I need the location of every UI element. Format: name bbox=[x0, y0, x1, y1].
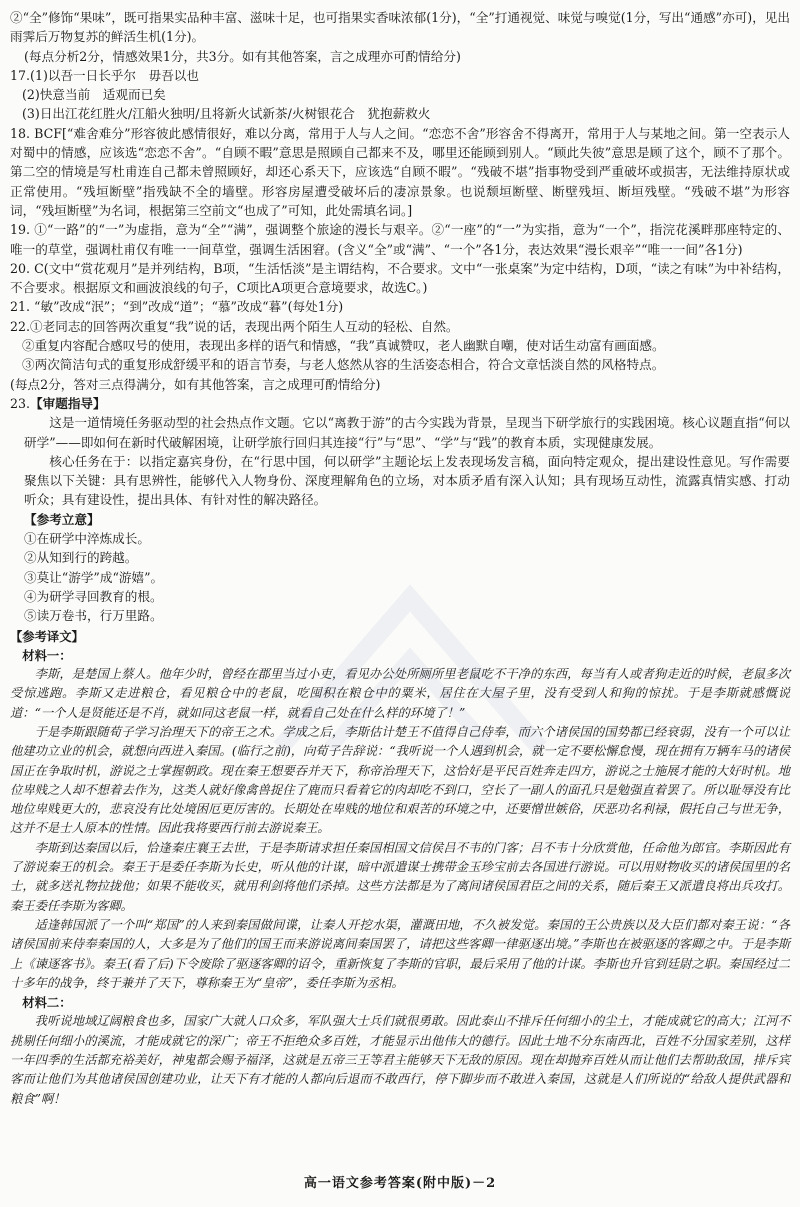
q17-number: 17. bbox=[10, 67, 31, 83]
q22-block bbox=[10, 317, 790, 394]
material-1-para-2: 于是李斯跟随荀子学习治理天下的帝王之术。学成之后，李斯估计楚王不值得自己侍奉，而六个诸侯国的国势都已经衰弱，没有一个可以让他建功立业的机会，就想向西进入秦国。(临行之前)，向荀子告辞说：“我听说一个人遇到机会，就一定不要松懈怠慢，现在拥有万辆车马的诸侯国正在争取时机，游说之士掌握朝政。现在秦王想要吞并天下，称帝治理天下，这恰好是平民百姓奔走四方，游说之士施展才能的大好时机。地位卑贱之人却不想着去作为，这类人就好像禽兽捉住了鹿而只看着它的肉却吃不到口，空长了一副人的面孔只是勉强直着罢了。所以耻辱没有比地位卑贱更大的，悲哀没有比处境困厄更厉害的。长期处在卑贱的地位和艰苦的环境之中，还要憎世嫉俗，厌恶功名利禄，假托自己与世无争，这并不是士人原本的性情。因此我将要西行前去游说秦王。 bbox=[10, 724, 790, 836]
q23-ref-heading: 【参考立意】 bbox=[24, 511, 100, 527]
q22-point-1: ①老同志的回答两次重复“我”说的话，表现出两个陌生人互动的轻松、自然。 bbox=[30, 318, 459, 334]
q17-answer-1: (1)以吾一日长乎尔 毋吾以也 bbox=[30, 67, 199, 83]
q17-answer-2: (2)快意当前 适观而已矣 bbox=[22, 87, 166, 103]
q16-scoring-note: (每点分析2分，情感效果1分，共3分。如有其他答案，言之成理亦可酌情给分) bbox=[24, 48, 461, 64]
q23-guide-heading: 【审题指导】 bbox=[30, 395, 106, 411]
translation-section bbox=[10, 627, 790, 1109]
q18-answer: 18. BCF[“难舍难分”形容彼此感情很好，难以分离，常用于人与人之间。“恋恋不舍”形容舍不得离开，常用于人与某地之间。第一空表示人对蜀中的情感，应该选“恋恋不舍”。“自顾不暇”意思是照顾自己都来不及，哪里还能顾到别人。“顾此失彼”意思是顾了这个，顾不了那个。第二空的情境是写杜甫连自己都未曾照顾好，却还心系天下，应该选“自顾不暇”。“残破不堪”指事物受到严重破坏或损害，无法维持原状或正常使用。“残垣断壁”指残缺不全的墙壁。形容房屋遭受破坏后的凄凉景象。也说颓垣断壁、断壁残垣、断垣残壁。“残破不堪”为形容词，“残垣断壁”为名词，根据第三空前文“也成了”可知，此处需填名词。] bbox=[10, 125, 790, 218]
q23-number: 23. bbox=[10, 395, 31, 411]
q23-guide-para-2: 核心任务在于：以指定嘉宾身份，在“行思中国，何以研学”主题论坛上发表现场发言稿，面向特定观众，提出建设性意见。写作需要聚焦以下关键：具有思辨性，能够代入人物身份、深度理解角色的立场，对本质矛盾有深入认知；具有现场互动性，流露真情实感、打动听众；具有建设性，提出具体、有针对性的解决路径。 bbox=[24, 453, 790, 508]
answer-page bbox=[10, 8, 790, 1207]
q23-ref-5: ⑤读万卷书，行万里路。 bbox=[24, 608, 163, 624]
material-2-heading: 材料二： bbox=[22, 995, 72, 1011]
q23-ref-2: ②从知到行的跨越。 bbox=[24, 550, 138, 566]
q17-answer-3: (3)日出江花红胜火/江船火独明/且将新火试新茶/火树银花合 犹抱薪救火 bbox=[22, 106, 431, 122]
material-1-para-3: 李斯到达秦国以后，恰逢秦庄襄王去世，于是李斯请求担任秦国相国文信侯吕不韦的门客；吕不韦十分欣赏他，任命他为郎官。李斯因此有了游说秦王的机会。秦王于是委任李斯为长史，听从他的计谋，暗中派遣谋士携带金玉珍宝前去各国进行游说。可以用财物收买的诸侯国里的名士，就多送礼物拉拢他；如果不能收买，就用利剑将他们杀掉。这些方法都是为了离间诸侯国君臣之间的关系，随后秦王又派遣良将出兵攻打。秦王委任李斯为客卿。 bbox=[10, 840, 790, 913]
q22-scoring-note: (每点2分，答对三点得满分，如有其他答案，言之成理可酌情给分) bbox=[10, 376, 381, 392]
q19-answer: 19. ①“一路”的“一”为虚指，意为“全”“满”，强调整个旅途的漫长与艰辛。②“一座”的“一”为实指，意为“一个”，指浣花溪畔那座特定的、唯一的草堂，强调杜甫仅有唯一一间草堂，强调生活困窘。(含义“全”或“满”、“一个”各1分，表达效果“漫长艰辛”“唯一一间”各1分) bbox=[10, 222, 790, 257]
q23-guide-para-1: 这是一道情境任务驱动型的社会热点作文题。它以“离教于游”的古今实践为背景，呈现当下研学旅行的实践困境。核心议题直指“何以研学”——即如何在新时代破解困境，让研学旅行回归其连接“行”与“思”、“学”与“践”的教育本质，实现健康发展。 bbox=[24, 415, 790, 450]
q23-block bbox=[10, 394, 790, 626]
q21-answer: 21. “敏”改成“泯”；“到”改成“道”；“慕”改成“暮”(每处1分) bbox=[10, 299, 344, 315]
q20-answer: 20. C(文中“赏花观月”是并列结构，B项，“生活恬淡”是主谓结构，不合要求。文中“一张桌案”为定中结构，D项，“读之有味”为中补结构，不合要求。根据原文和画波浪线的句子，C项比A项更合意境要求，故选C。) bbox=[10, 260, 790, 296]
q23-ref-3: ③莫让“游学”成“游嬉”。 bbox=[24, 569, 164, 585]
material-2-para-1: 我听说地域辽阔粮食也多，国家广大就人口众多，军队强大士兵们就很勇敢。因此泰山不排斥任何细小的尘土，才能成就它的高大；江河不挑剔任何细小的溪流，才能成就它的深广；帝王不拒绝众多百姓，才能显示出他伟大的德行。因此土地不分东南西北，百姓不分国家差别，这样一年四季的生活都充裕美好，神鬼都会赐予福泽，这就是五帝三王等君主能够天下无敌的原因。现在却抛弃百姓从而让他们去帮助敌国，排斥宾客而让他们为其他诸侯国创建功业，让天下有才能的人都向后退而不敢西行，停下脚步而不敢进入秦国，这就是人们所说的“给敌人提供武器和粮食”啊！ bbox=[10, 1014, 790, 1106]
q23-ref-4: ④为研学寻回教育的根。 bbox=[24, 588, 163, 604]
material-1-para-1: 李斯，是楚国上蔡人。他年少时，曾经在郡里当过小吏，看见办公处所厕所里老鼠吃不干净的东西，每当有人或者狗走近的时候，老鼠多次受惊逃跑。李斯又走进粮仓，看见粮仓中的老鼠，吃囤积在粮仓中的粟米，居住在大屋子里，没有受到人和狗的惊扰。于是李斯就感慨说道：“一个人是贤能还是不肖，就如同这老鼠一样，就看自己处在什么样的环境了！” bbox=[10, 667, 790, 720]
material-1-heading: 材料一： bbox=[22, 647, 72, 663]
translation-heading: 【参考译文】 bbox=[10, 628, 84, 644]
q16-point-2: ②“全”修饰“果味”，既可指果实品种丰富、滋味十足，也可指果实香味浓郁(1分)，“全”打通视觉、味觉与嗅觉(1分，写出“通感”亦可)，见出雨霁后万物复苏的鲜活生机(1分)。 bbox=[10, 10, 790, 45]
page-footer: 高一语文参考答案(附中版)－2 bbox=[303, 1175, 497, 1191]
material-1-para-4: 适逢韩国派了一个叫“郑国”的人来到秦国做间谍，让秦人开挖水渠，灌溉田地，不久被发觉。秦国的王公贵族以及大臣们都对秦王说：“各诸侯国前来侍奉秦国的人，大多是为了他们的国王而来游说离间秦国罢了，请把这些客卿一律驱逐出境。”李斯也在被驱逐的客卿之中。于是李斯上《谏逐客书》。秦王(看了后)下令废除了驱逐客卿的诏令，重新恢复了李斯的官职，最后采用了他的计谋。李斯也升官到廷尉之职。秦国经过二十多年的战争，终于兼并了天下，尊称秦王为“皇帝”，委任李斯为丞相。 bbox=[10, 917, 790, 990]
q23-ref-1: ①在研学中淬炼成长。 bbox=[24, 531, 150, 547]
q22-point-2: ②重复内容配合感叹号的使用，表现出多样的语气和情感，“我”真诚赞叹，老人幽默自嘲，使对话生动富有画面感。 bbox=[22, 338, 665, 354]
q22-number: 22. bbox=[10, 318, 31, 334]
q22-point-3: ③两次简洁句式的重复形成舒缓平和的语言节奏，与老人悠然从容的生活姿态相合，符合文章恬淡自然的风格特点。 bbox=[22, 357, 665, 373]
q17-block bbox=[10, 66, 790, 124]
